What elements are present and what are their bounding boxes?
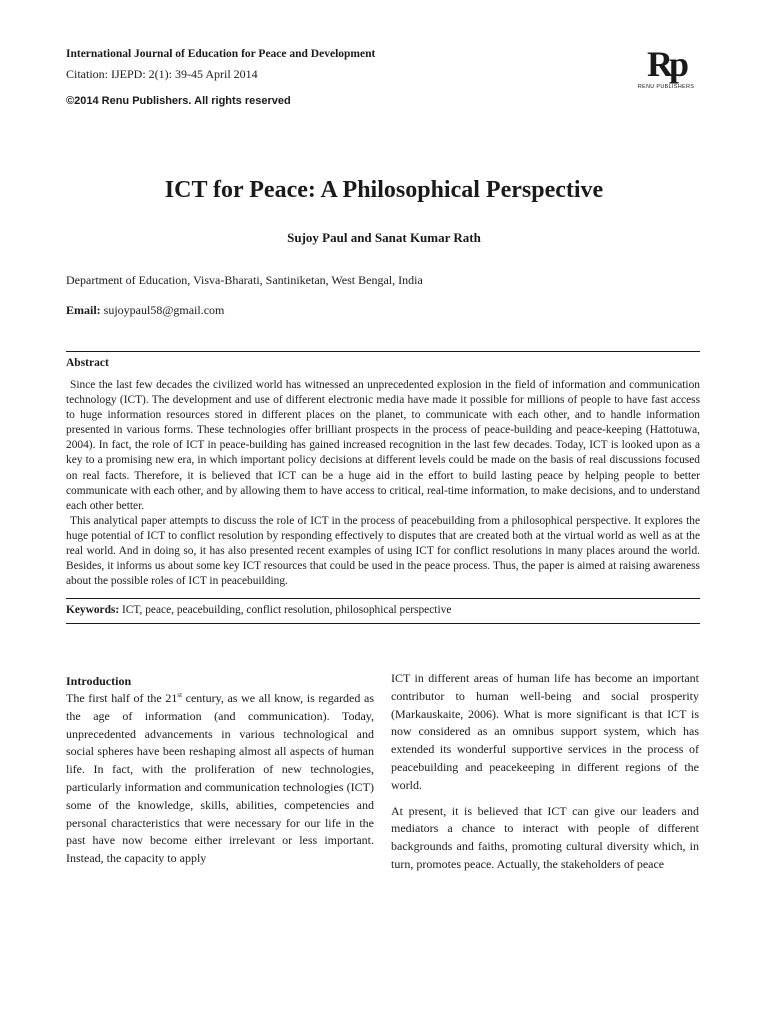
keywords-label: Keywords: <box>66 604 120 616</box>
body-paragraph: At present, it is believed that ICT can give our leaders and mediators a chance to interact with people of different backgrounds and faiths, promoting cultural diversity which, in turn, promotes peace. Actually, the stakeholders of peace <box>391 803 699 871</box>
authors: Sujoy Paul and Sanat Kumar Rath <box>287 230 481 245</box>
copyright: ©2014 Renu Publishers. All rights reserved <box>66 95 291 107</box>
left-column <box>66 672 374 876</box>
journal-name: International Journal of Education for Peace and Development <box>66 48 376 60</box>
keywords-line <box>66 604 451 616</box>
abstract-paragraph: Since the last few decades the civilized world has witnessed an unprecedented explosion in the field of information and communication technology (ICT). The development and use of different electronic media have made it possible for millions of people to have fast access to huge information resources stored in different places on the planet, to communicate with each other, and to handle information presented in various forms. These technologies offer brilliant prospects in the process of peace-building and peace-keeping (Hattotuwa, 2004). In fact, the role of ICT in peace-building has gained increased recognition in the last few decades. Today, ICT is looked upon as a key to a promising new era, in which important policy decisions at different levels could be made on the basis of real discussions focused on real facts. Therefore, it is believed that ICT can be a huge aid in the effort to build lasting peace by helping people to better communicate with each other, and by allowing them to have access to critical, real-time information, to make decisions, and to understand each other better. <box>66 379 700 512</box>
abstract-body <box>66 378 700 589</box>
right-column <box>391 670 699 882</box>
email-label: Email: <box>66 303 101 317</box>
keywords: ICT, peace, peacebuilding, conflict resolution, philosophical perspective <box>119 604 452 616</box>
keywords-bottom-rule <box>66 623 700 624</box>
abstract-heading: Abstract <box>66 357 109 369</box>
email-line <box>66 303 224 318</box>
abstract-top-rule <box>66 351 700 352</box>
abstract-paragraph: This analytical paper attempts to discuss the role of ICT in the process of peacebuilding from a philosophical perspective. It explores the huge potential of ICT to conflict resolution by responding effectively to disputes that are created both at the virtual world as well as at the real world. And in doing so, it has also presented recent examples of using ICT for conflict resolutions in many places around the world. Besides, it informs us about some key ICT resources that could be used in the peace process. Thus, the paper is aimed at raising awareness about the possible roles of ICT in peacebuilding. <box>66 514 700 588</box>
body-paragraph: ICT in different areas of human life has become an important contributor to human well-being and social prosperity (Markauskaite, 2006). What is more significant is that ICT is now considered as an omnibus support system, which has extended its wonderful supportive services in the process of peacebuilding and peacekeeping in different regions of the world. <box>391 671 699 792</box>
paper-title: ICT for Peace: A Philosophical Perspective <box>164 177 604 203</box>
email-address[interactable]: sujoypaul58@gmail.com <box>100 303 225 317</box>
publisher-logo <box>616 46 716 90</box>
logo-monogram: Rp <box>646 44 686 84</box>
introduction-paragraph: The first half of the 21st century, as we all know, is regarded as the age of information (and communication). Today, unprecedented advancements in various technological and social spheres have been reshaping almost all aspects of human life. In fact, with the proliferation of new technologies, particularly information and communication technologies (ICT) some of the knowledge, skills, abilities, competencies and personal characteristics that were necessary for our life in the past have now become either irrelevant or less important. Instead, the capacity to apply <box>66 691 374 866</box>
keywords-top-rule <box>66 598 700 599</box>
logo-text: RENU PUBLISHERS <box>637 84 695 90</box>
affiliation: Department of Education, Visva-Bharati, Santiniketan, West Bengal, India <box>66 273 423 287</box>
citation: Citation: IJEPD: 2(1): 39-45 April 2014 <box>66 67 258 81</box>
introduction-heading: Introduction <box>66 674 132 688</box>
